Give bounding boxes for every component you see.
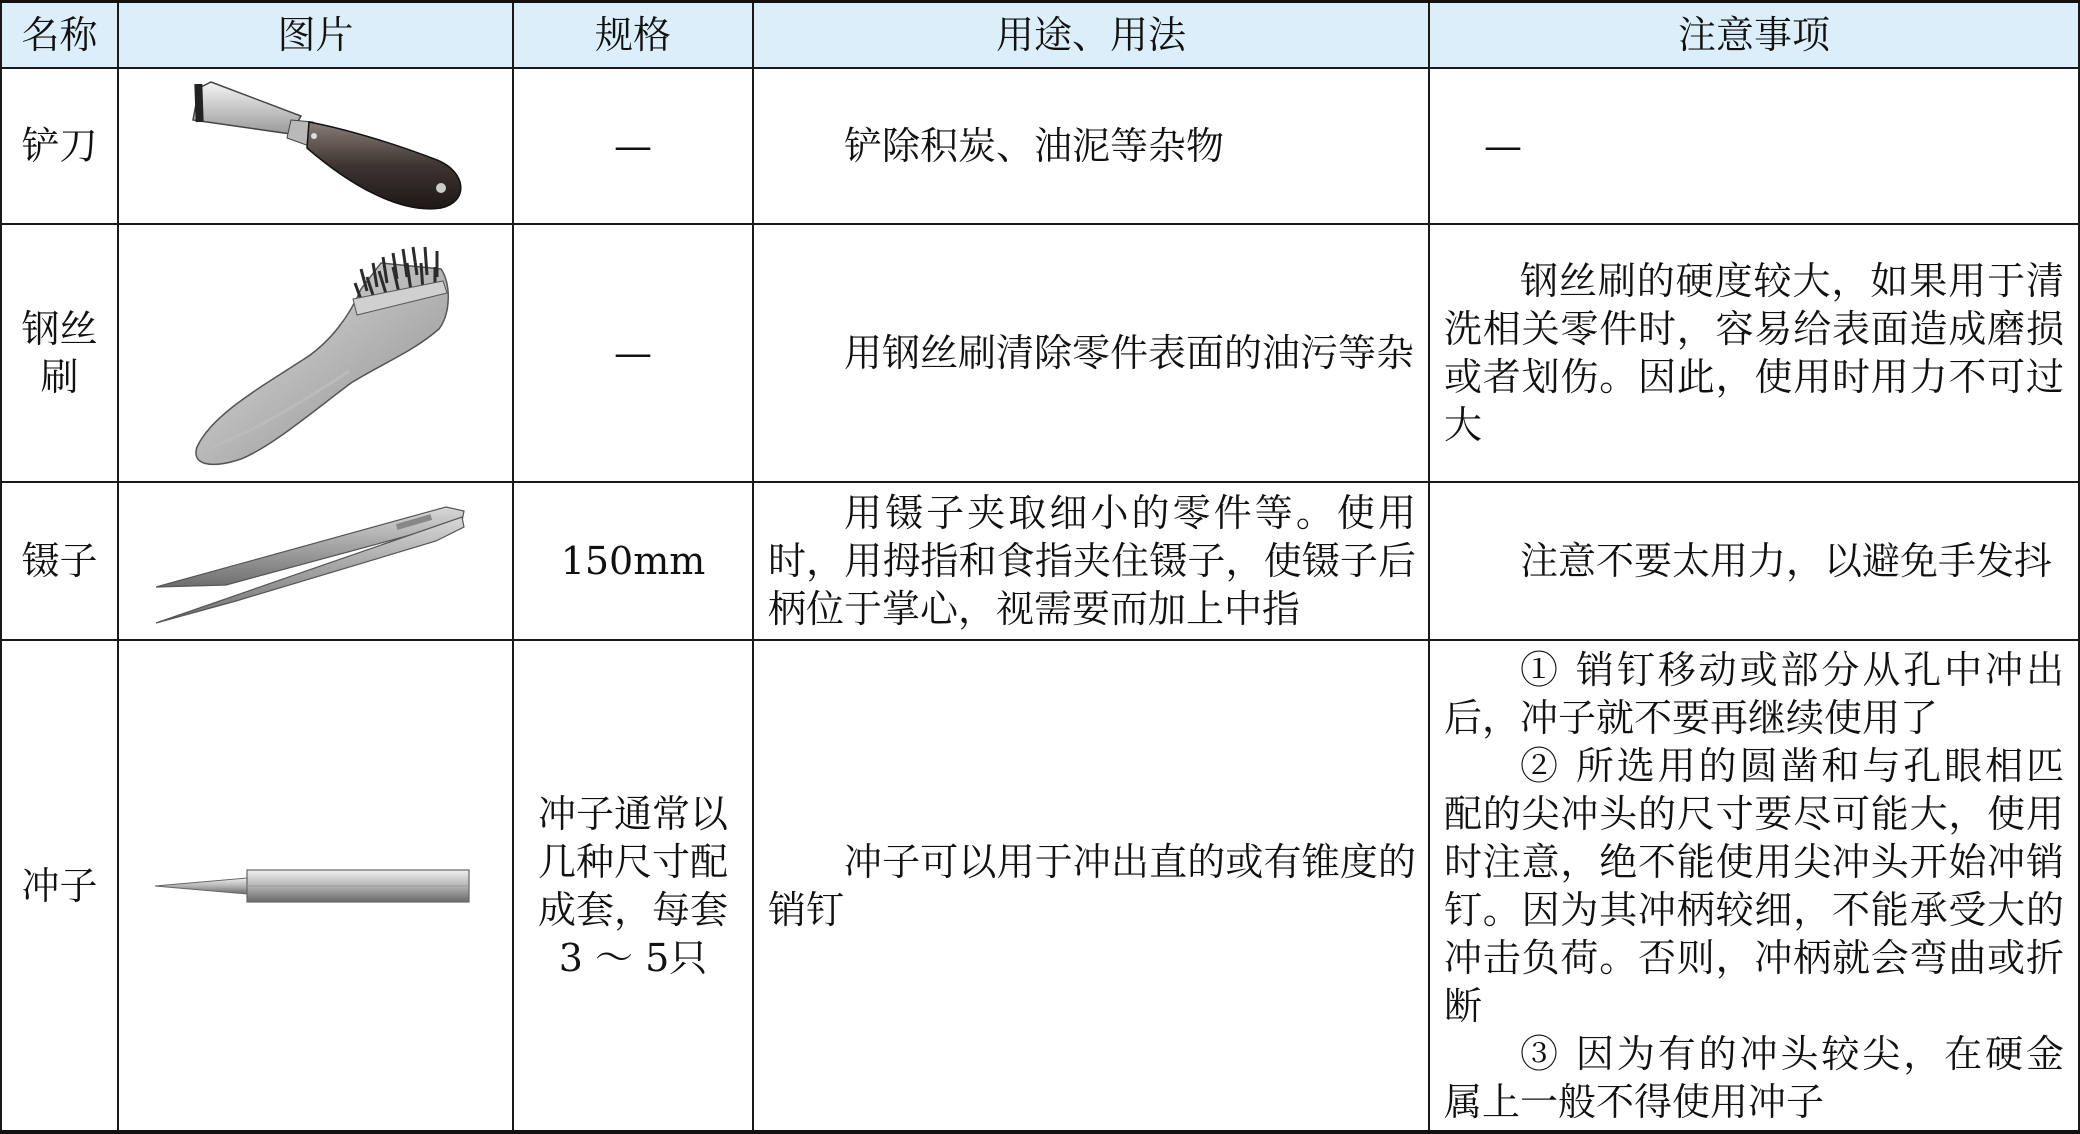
header-notes: 注意事项 bbox=[1429, 2, 2079, 69]
usage-text: 用镊子夹取细小的零件等。使用时，用拇指和食指夹住镊子，使镊子后柄位于掌心，视需要而加上中指 bbox=[768, 491, 1416, 631]
header-spec: 规格 bbox=[513, 2, 753, 69]
usage-text: 用钢丝刷清除零件表面的油污等杂 bbox=[844, 331, 1415, 375]
notes-item: ① 销钉移动或部分从孔中冲出后，冲子就不要再继续使用了 bbox=[1444, 647, 2064, 740]
tweezers-icon bbox=[146, 491, 486, 631]
row-spec: 冲子通常以几种尺寸配成套，每套 3 ～ 5只 bbox=[513, 640, 753, 1132]
row-spec: 150mm bbox=[513, 482, 753, 640]
row-name: 铲刀 bbox=[1, 68, 118, 224]
row-name: 冲子 bbox=[1, 640, 118, 1132]
header-name: 名称 bbox=[1, 2, 118, 69]
table-header-row bbox=[1, 2, 2079, 69]
row-image bbox=[118, 640, 513, 1132]
row-usage bbox=[753, 482, 1429, 640]
row-name: 钢丝刷 bbox=[1, 224, 118, 482]
table-row bbox=[1, 224, 2079, 482]
row-usage bbox=[753, 68, 1429, 224]
row-usage bbox=[753, 640, 1429, 1132]
scraper-icon bbox=[151, 76, 481, 216]
table-row bbox=[1, 68, 2079, 224]
row-notes bbox=[1429, 640, 2079, 1132]
punch-icon bbox=[151, 856, 481, 916]
row-image bbox=[118, 482, 513, 640]
row-spec: — bbox=[513, 68, 753, 224]
row-notes bbox=[1429, 224, 2079, 482]
row-usage bbox=[753, 224, 1429, 482]
table-row bbox=[1, 640, 2079, 1132]
notes-item: ② 所选用的圆凿和与孔眼相匹配的尖冲头的尺寸要尽可能大，使用时注意，绝不能使用尖冲头开始冲销钉。因为其冲柄较细，不能承受大的冲击负荷。否则，冲柄就会弯曲或折断 bbox=[1444, 743, 2064, 1028]
row-notes bbox=[1429, 482, 2079, 640]
notes-text: — bbox=[1484, 124, 1522, 168]
notes-text: 注意不要太用力，以避免手发抖 bbox=[1520, 539, 2053, 583]
table-row bbox=[1, 482, 2079, 640]
header-usage: 用途、用法 bbox=[753, 2, 1429, 69]
notes-item: ③ 因为有的冲头较尖，在硬金属上一般不得使用冲子 bbox=[1444, 1031, 2064, 1124]
usage-text: 铲除积炭、油泥等杂物 bbox=[844, 124, 1225, 168]
row-notes bbox=[1429, 68, 2079, 224]
header-image: 图片 bbox=[118, 2, 513, 69]
row-name: 镊子 bbox=[1, 482, 118, 640]
usage-text: 冲子可以用于冲出直的或有锥度的销钉 bbox=[768, 839, 1416, 932]
row-image bbox=[118, 68, 513, 224]
row-image bbox=[118, 224, 513, 482]
row-spec: — bbox=[513, 224, 753, 482]
wire-brush-icon bbox=[151, 233, 481, 473]
notes-text: 钢丝刷的硬度较大，如果用于清洗相关零件时，容易给表面造成磨损或者划伤。因此，使用时用力不可过大 bbox=[1444, 259, 2064, 447]
